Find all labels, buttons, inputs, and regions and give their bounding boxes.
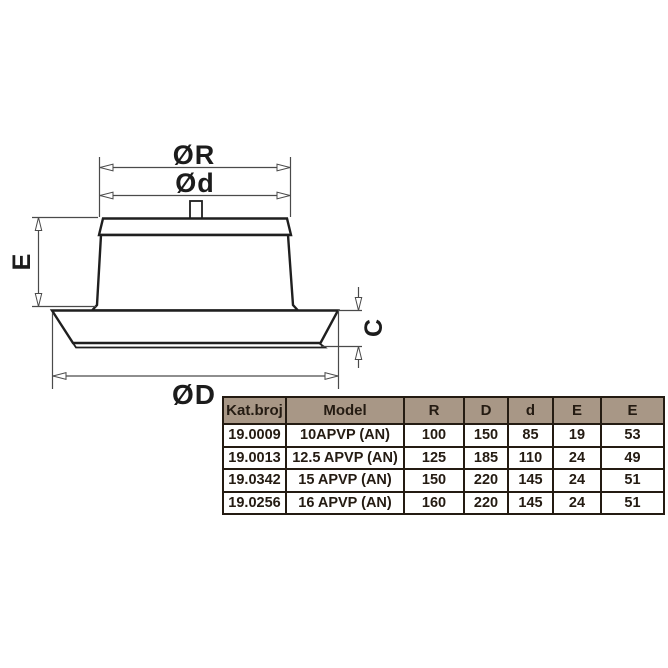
table-cell: 125: [404, 447, 464, 470]
arrowhead: [100, 192, 113, 199]
table-cell: 160: [404, 492, 464, 515]
dim-label-e: E: [8, 253, 36, 271]
table-row: [223, 492, 664, 515]
arrowhead: [355, 347, 361, 360]
table-cell: 10APVP (AN): [286, 424, 404, 447]
table-cell: 145: [508, 492, 553, 515]
table-cell: 19.0342: [223, 469, 286, 492]
table-cell: 15 APVP (AN): [286, 469, 404, 492]
table-cell: 19.0256: [223, 492, 286, 515]
arrowhead: [325, 373, 338, 380]
table-cell: 145: [508, 469, 553, 492]
col-header-kat-broj: Kat.broj: [223, 397, 286, 424]
table-row: [223, 424, 664, 447]
dim-label-d-big: ØD: [172, 379, 216, 410]
valve-stem: [190, 201, 202, 219]
mounting-flange: [52, 311, 338, 344]
table-cell: 220: [464, 492, 508, 515]
table-cell: 185: [464, 447, 508, 470]
table-cell: 16 APVP (AN): [286, 492, 404, 515]
table-cell: 24: [553, 447, 601, 470]
table-cell: 19.0013: [223, 447, 286, 470]
spec-table: [222, 396, 665, 515]
arrowhead: [35, 218, 41, 231]
spec-table-header: [223, 397, 664, 424]
table-cell: 220: [464, 469, 508, 492]
table-cell: 85: [508, 424, 553, 447]
header-row: [223, 397, 664, 424]
col-header-d-small: d: [508, 397, 553, 424]
table-cell: 24: [553, 492, 601, 515]
table-cell: 53: [601, 424, 664, 447]
col-header-e2: E: [601, 397, 664, 424]
table-cell: 49: [601, 447, 664, 470]
dim-label-r: ØR: [172, 140, 216, 170]
arrowhead: [53, 373, 66, 380]
valve-outline: [52, 201, 338, 348]
table-cell: 150: [404, 469, 464, 492]
table-cell: 12.5 APVP (AN): [286, 447, 404, 470]
arrowhead: [355, 298, 361, 311]
col-header-model: Model: [286, 397, 404, 424]
col-header-r: R: [404, 397, 464, 424]
dim-e: [32, 218, 98, 307]
spec-table-body: [223, 424, 664, 514]
dim-label-c: C: [360, 318, 388, 338]
table-cell: 51: [601, 492, 664, 515]
table-cell: 51: [601, 469, 664, 492]
table-cell: 150: [464, 424, 508, 447]
valve-body: [92, 235, 298, 311]
arrowhead: [277, 192, 290, 199]
arrowhead: [277, 164, 290, 171]
valve-cap: [99, 219, 291, 236]
table-cell: 110: [508, 447, 553, 470]
table-cell: 19.0009: [223, 424, 286, 447]
dim-label-d-small: Ød: [175, 168, 215, 198]
table-cell: 24: [553, 469, 601, 492]
col-header-d-big: D: [464, 397, 508, 424]
table-cell: 100: [404, 424, 464, 447]
table-row: [223, 469, 664, 492]
arrowhead: [100, 164, 113, 171]
table-row: [223, 447, 664, 470]
col-header-e1: E: [553, 397, 601, 424]
table-cell: 19: [553, 424, 601, 447]
arrowhead: [35, 294, 41, 307]
